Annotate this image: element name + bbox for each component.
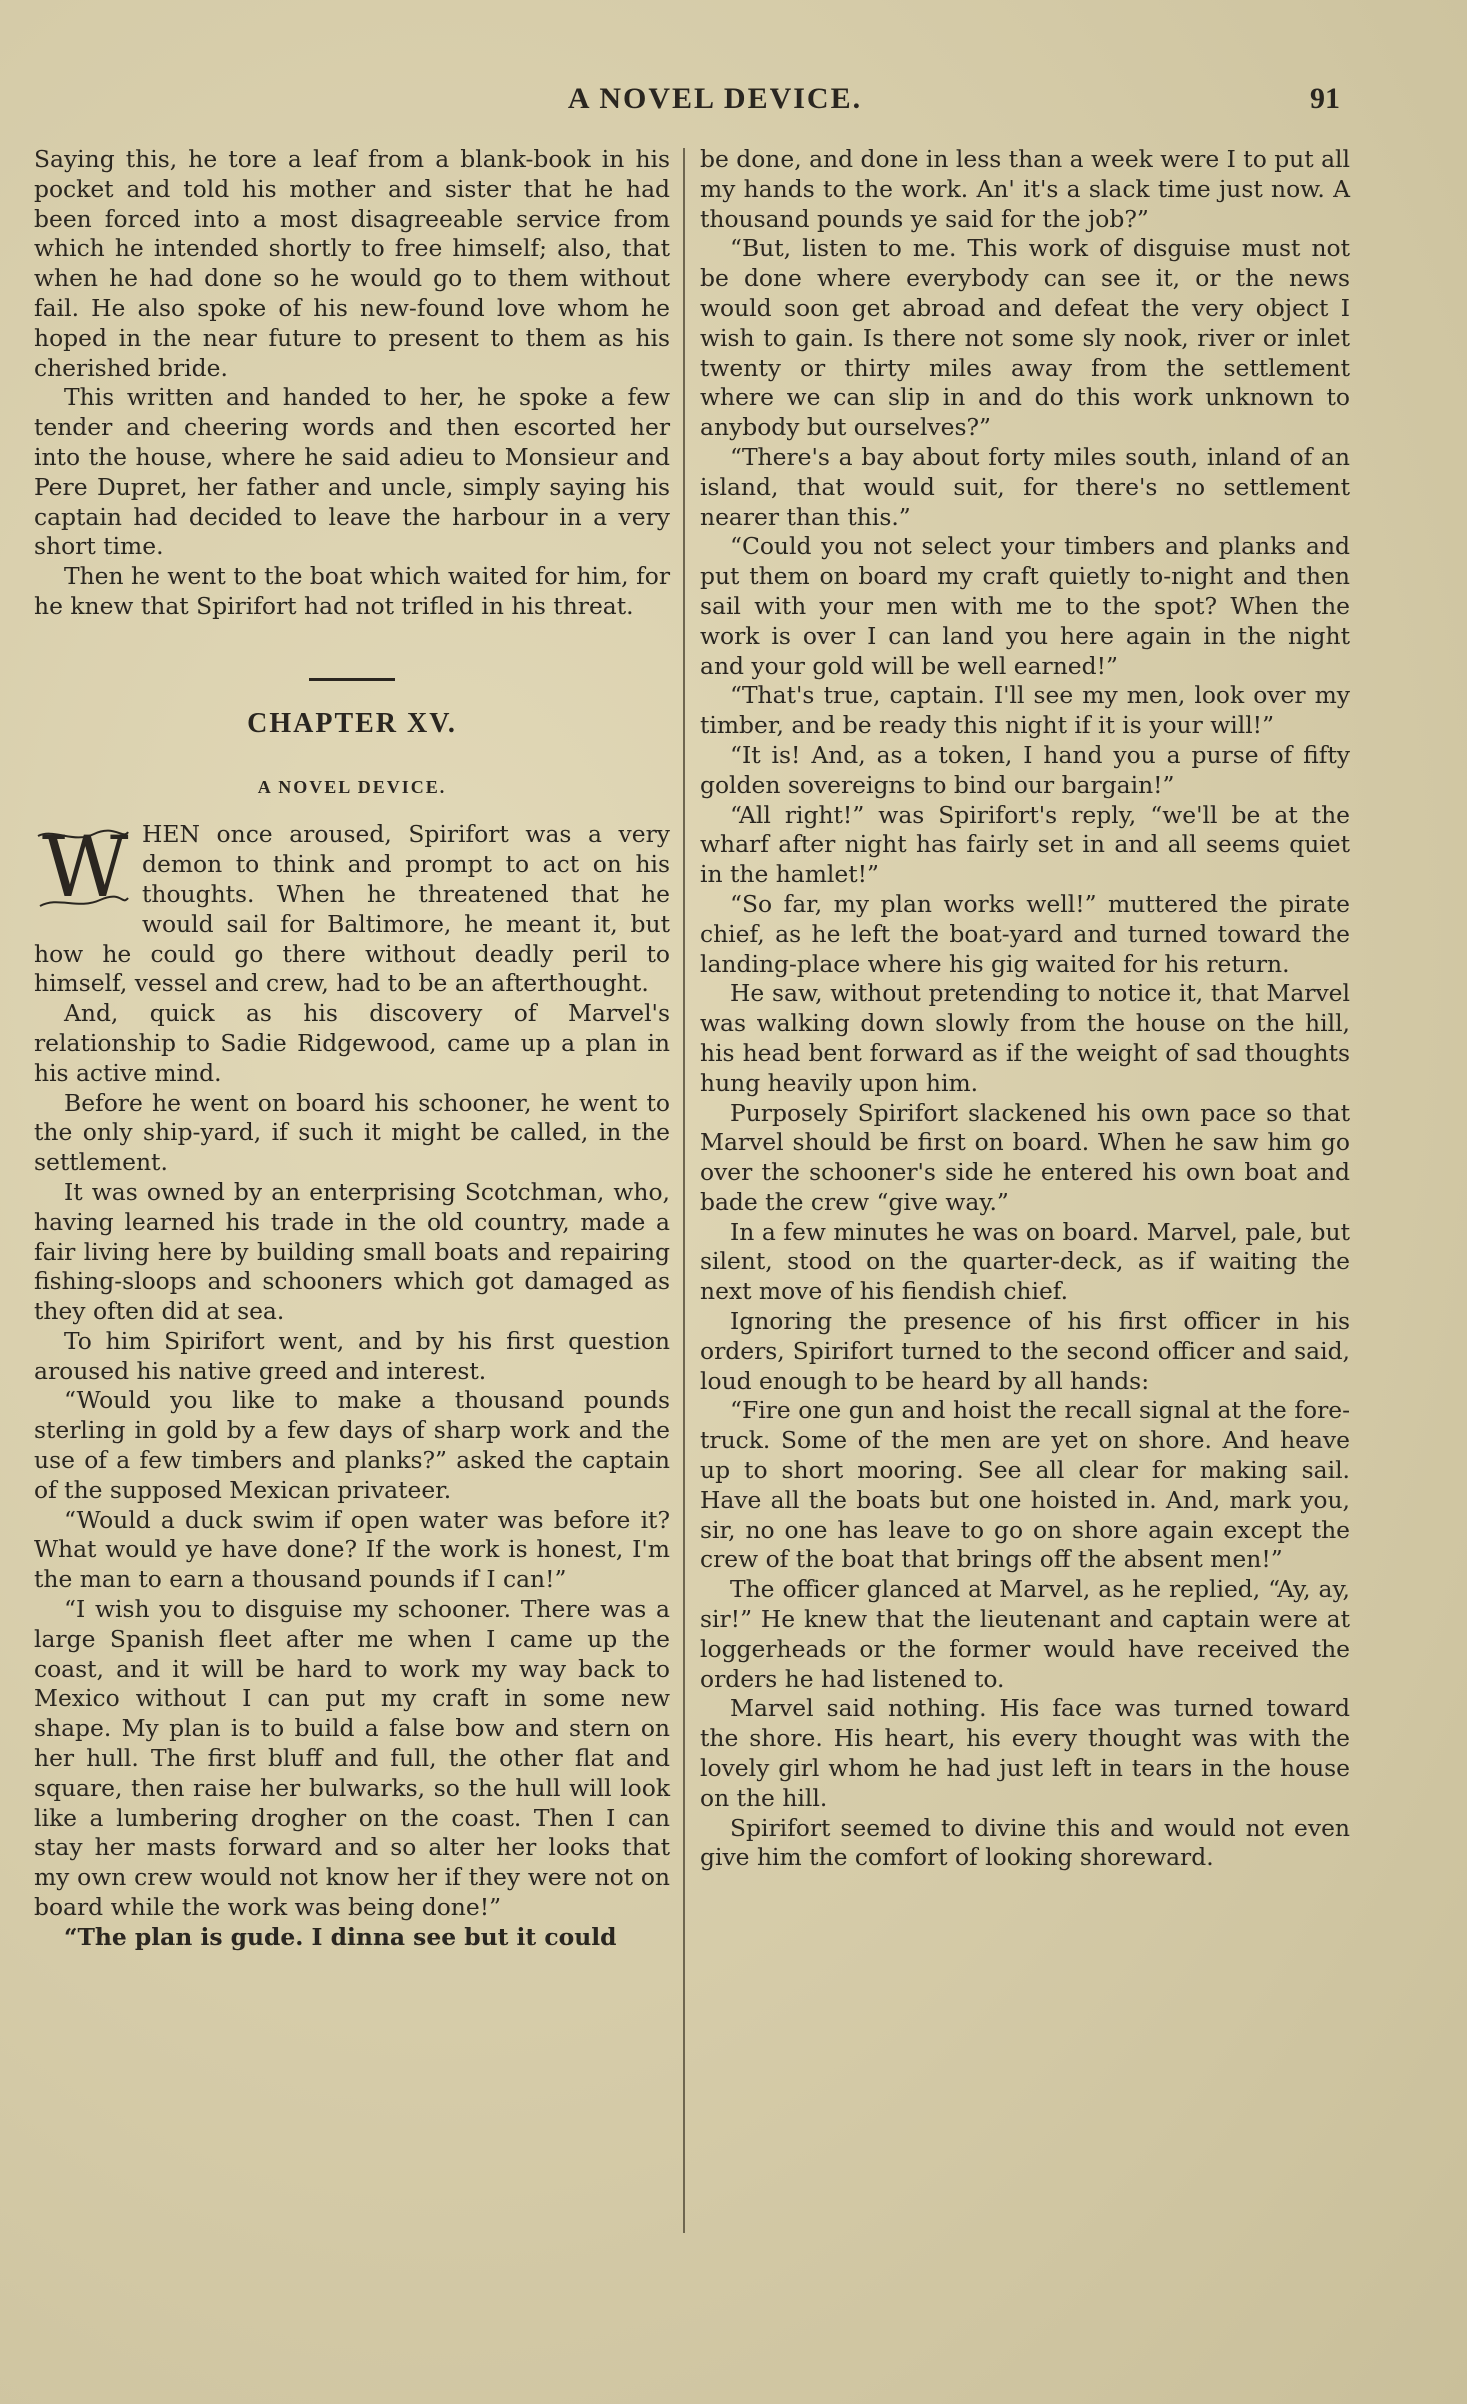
paragraph: Before he went on board his schooner, he went to the only ship-yard, if such it might be called, in the settlement. <box>34 1088 670 1177</box>
left-column <box>34 145 670 1953</box>
paragraph: This written and handed to her, he spoke a few tender and cheering words and then escorted her into the house, where he said adieu to Monsieur and Pere Dupret, her father and uncle, simply saying his captain had decided to leave the harbour in a very short time. <box>34 383 670 561</box>
page-header <box>0 82 1467 122</box>
paragraph: Purposely Spirifort slackened his own pace so that Marvel should be first on board. When he saw him go over the schooner's side he entered his own boat and bade the crew “give way.” <box>700 1098 1350 1216</box>
drop-cap-letter: W <box>42 818 129 917</box>
opening-text: HEN once aroused, Spirifort was a very demon to think and prompt to act on his thoughts. When he threatened that he would sail for Baltimore, he meant it, but how he could go there without deadly peril to himself, vessel and crew, had to be an afterthought. <box>34 820 670 998</box>
paragraph: “Would you like to make a thousand pounds sterling in gold by a few days of sharp work and the use of a few timbers and planks?” asked the captain of the supposed Mexican privateer. <box>34 1386 670 1504</box>
paragraph: Then he went to the boat which waited for him, for he knew that Spirifort had not trifled in his threat. <box>34 562 670 620</box>
paragraph: The officer glanced at Marvel, as he replied, “Ay, ay, sir!” He knew that the lieutenant and captain were at loggerheads or the former would have received the orders he had listened to. <box>700 1575 1350 1693</box>
paragraph: To him Spirifort went, and by his first question aroused his native greed and interest. <box>34 1326 670 1385</box>
paragraph: Ignoring the presence of his first officer in his orders, Spirifort turned to the second officer and said, loud enough to be heard by all hands: <box>700 1307 1350 1395</box>
page-number: 91 <box>1310 82 1340 115</box>
running-title: A NOVEL DEVICE. <box>567 82 863 115</box>
paragraph: Saying this, he tore a leaf from a blank-book in his pocket and told his mother and sister that he had been forced into a most disagreeable service from which he intended shortly to free himself; also, that when he had done so he would go to them without fail. He also spoke of his new-found love whom he hoped in the near future to present to them as his cherished bride. <box>34 145 670 382</box>
paragraph: And, quick as his discovery of Marvel's relationship to Sadie Ridgewood, came up a plan in his active mind. <box>34 999 670 1087</box>
paragraph: “I wish you to disguise my schooner. There was a large Spanish fleet after me when I came up the coast, and it will be hard to work my way back to Mexico without I can put my craft in some new shape. My plan is to build a false bow and stern on her hull. The first bluff and full, the other flat and square, then raise her bulwarks, so the hull will look like a lumbering drogher on the coast. Then I can stay her masts forward and so alter her looks that my own crew would not know her if they were not on board while the work was being done!” <box>34 1595 670 1922</box>
drop-cap <box>34 818 132 917</box>
paragraph: “All right!” was Spirifort's reply, “we'll be at the wharf after night has fairly set in and all seems quiet in the hamlet!” <box>700 800 1350 889</box>
right-column <box>700 145 1350 1873</box>
paragraph: In a few minutes he was on board. Marvel, pale, but silent, stood on the quarter-deck, as if waiting the next move of his fiendish chief. <box>700 1217 1350 1306</box>
paragraph: “Would a duck swim if open water was before it? What would ye have done? If the work is honest, I'm the man to earn a thousand pounds if I can!” <box>34 1505 670 1594</box>
chapter-subtitle: A NOVEL DEVICE. <box>257 776 447 797</box>
paragraph: He saw, without pretending to notice it, that Marvel was walking down slowly from the house on the hill, his head bent forward as if the weight of sad thoughts hung heavily upon him. <box>700 979 1350 1097</box>
column-divider <box>683 148 685 2233</box>
chapter-opening-paragraph <box>34 820 670 999</box>
paragraph: “There's a bay about forty miles south, inland of an island, that would suit, for there's no settlement nearer than this.” <box>700 442 1350 531</box>
section-divider <box>309 678 395 681</box>
paragraph: Marvel said nothing. His face was turned toward the shore. His heart, his every thought was with the lovely girl whom he had just left in tears in the house on the hill. <box>700 1694 1350 1812</box>
paragraph: be done, and done in less than a week were I to put all my hands to the work. An' it's a slack time just now. A thousand pounds ye said for the job?” <box>700 145 1350 233</box>
paragraph: Spirifort seemed to divine this and would not even give him the comfort of looking shoreward. <box>700 1813 1350 1872</box>
chapter-title: CHAPTER XV. <box>247 707 457 739</box>
paragraph: “It is! And, as a token, I hand you a purse of fifty golden sovereigns to bind our bargain!” <box>700 740 1350 799</box>
paragraph: “That's true, captain. I'll see my men, look over my timber, and be ready this night if it is your will!” <box>700 681 1350 740</box>
paragraph: “Could you not select your timbers and planks and put them on board my craft quietly to-night and then sail with your men with me to the spot? When the work is over I can land you here again in the night and your gold will be well earned!” <box>700 532 1350 680</box>
paragraph: “But, listen to me. This work of disguise must not be done where everybody can see it, or the news would soon get abroad and defeat the very object I wish to gain. Is there not some sly nook, river or inlet twenty or thirty miles away from the settlement where we can slip in and do this work unknown to anybody but ourselves?” <box>700 234 1350 442</box>
paragraph: It was owned by an enterprising Scotchman, who, having learned his trade in the old country, made a fair living here by building small boats and repairing fishing-sloops and schooners which got damaged as they often did at sea. <box>34 1177 670 1326</box>
paragraph: “The plan is gude. I dinna see but it could <box>64 1922 617 1951</box>
paragraph: “Fire one gun and hoist the recall signal at the fore-truck. Some of the men are yet on shore. And heave up to short mooring. See all clear for making sail. Have all the boats but one hoisted in. And, mark you, sir, no one has leave to go on shore again except the crew of the boat that brings off the absent men!” <box>700 1396 1350 1574</box>
paragraph: “So far, my plan works well!” muttered the pirate chief, as he left the boat-yard and turned toward the landing-place where his gig waited for his return. <box>700 889 1350 978</box>
